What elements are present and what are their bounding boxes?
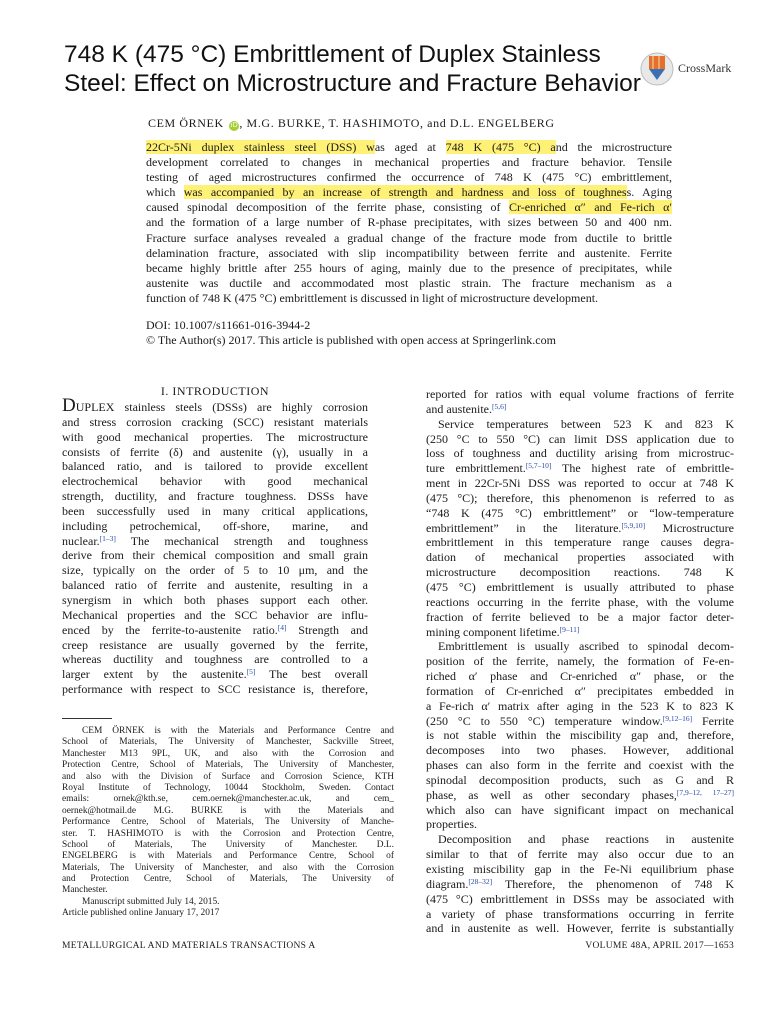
body-line: been successfully used in many critical applications, [62,503,368,518]
body-line: reactions occurring in the ferrite phase, with the volume [426,594,734,609]
author-first: CEM ÖRNEK [148,116,224,130]
footnote-divider [62,718,112,719]
highlight: 748 K (475 °C) a [445,140,556,154]
body-line: which also can have significant impact on mechanical [426,802,734,817]
abstract-line: austenite was ductile and accommodated most plastic strain. The fracture mechanism as a [146,275,672,290]
body-line: spinodal decomposition products, such as G and R [426,772,734,787]
citation-ref[interactable]: [1–3] [99,533,116,543]
body-line: embrittlement in this temperature range causes degra- [426,535,734,550]
body-line: creep resistance are usually governed by the ferrite, [62,637,368,652]
body-line: mining component lifetime.[9–11] [426,624,580,639]
body-line: whereas ductility and toughness are controlled to a [62,652,368,667]
body-line: similar to that of ferrite may also occur due to an [426,847,734,862]
body-line: including petrochemical, off-shore, marine, and [62,518,368,533]
body-line: balanced ratio, and is tailored to provide excellent [62,459,368,474]
body-line: (250 °C to 550 °C) temperature window.[9,12–16] Ferrite [426,713,734,728]
abstract-line: which was accompanied by an increase of strength and hardness and loss of toughness. Aging [146,185,673,200]
author-footnote [62,726,394,920]
body-line: loss of toughness and ductility arising from microstruc- [426,446,734,461]
body-line: reported for ratios with equal volume fractions of ferrite [426,387,734,401]
body-line: dation of mechanical properties associated with [426,550,734,565]
body-line: Service temperatures between 523 K and 823 K [438,416,734,431]
footnote-line: School of Materials, The University of Manchester. D.L. [62,839,394,850]
body-line: (475 °C) embrittlement in DSSs may be associated with [426,891,734,906]
footnote-line: and Protection Centre, School of Materials, The University of [62,874,394,885]
abstract [146,140,672,306]
title-line-2: Steel: Effect on Microstructure and Fracture Behavior [64,70,641,97]
body-line: (250 °C to 550 °C) can limit DSS application due to [426,431,734,446]
abstract-line: function of 748 K (475 °C) embrittlement is discussed in light of microstructure development. [146,290,599,305]
title-line-1: 748 K (475 °C) Embrittlement of Duplex Stainless [64,41,601,68]
body-line: ture embrittlement.[5,7–10] The highest rate of embrittle- [426,461,735,476]
body-line: embrittlement” in the literature.[5,9,10] Microstructure [426,520,734,535]
body-line: riched α′ phase and Cr-enriched α″ phase, or the [426,669,734,684]
abstract-line: became highly brittle after 255 hours of aging, mainly due to the presence of precipitates, while [146,260,672,275]
crossmark-label: CrossMark [678,61,732,75]
highlight: was accompanied by an increase of strength and hardness and loss of toughnes [183,185,627,200]
orcid-icon[interactable]: iD [230,122,239,129]
body-line: consists of ferrite (δ) and austenite (γ), usually in a [62,444,368,459]
citation-ref[interactable]: [28–32] [468,876,493,886]
highlight: Cr-enriched α″ and Fe-rich α′ [508,200,673,215]
body-line: (475 °C); therefore, this phenomenon is referred to as [426,490,734,505]
body-line: formation of Cr-enriched α″ precipitates embedded in [426,683,734,698]
footnote-line: Materials, The University of Manchester, and also with the Corrosion [62,862,394,873]
footnote-line: Article published online January 17, 2017 [62,908,220,919]
body-line: existing miscibility gap in the Fe-Ni equilibrium phase [426,862,734,876]
footnote-line: Performance Centre, School of Materials, The University of Manche- [62,817,394,828]
body-line: is not stable within the miscibility gap and, therefore, [426,728,734,743]
body-line: properties. [426,817,477,832]
dropcap: D [62,395,76,416]
citation-ref[interactable]: [4] [277,622,287,632]
body-line: with good mechanical properties. The microstructure [62,429,368,444]
footnote-line: and also with the Division of Surface and Corrosion Science, KTH [62,771,394,782]
footnote-line: School of Materials, The University of Manchester, Sackville Street, [62,737,394,748]
highlight: 22Cr-5Ni duplex stainless steel (DSS) w [146,140,375,154]
abstract-line: caused spinodal decomposition of the ferrite phase, consisting of Cr-enriched α″ and Fe-rich α′ [146,200,673,215]
citation-ref[interactable]: [5,6] [491,401,507,411]
doi-link[interactable]: DOI: 10.1007/s11661-016-3944-2 [146,318,311,332]
body-line: microstructure decomposition reactions. 748 K [426,565,734,580]
abstract-line: delamination fracture, associated with slip incompatibility between ferrite and austenite. Ferrite [146,245,672,260]
body-line: strength, ductility, and fracture toughness. DSSs have [62,489,368,504]
body-line: size, typically on the order of 5 to 10 μm, and the [62,563,368,578]
footnote-line: Royal Institute of Technology, 10044 Stockholm, Sweden. Contact [62,782,394,793]
citation-ref[interactable]: [5,9,10] [621,520,646,530]
author-list [148,116,555,131]
body-line: a variety of phase transformations occurring in ferrite [426,906,734,921]
body-line: fraction of ferrite believed to be a major factor deter- [426,609,734,624]
footnote-line: Manchester M13 9PL, UK, and also with the Corrosion and [62,748,394,759]
left-column [62,395,368,697]
copyright-line: © The Author(s) 2017. This article is published with open access at Springerlink.com [146,333,556,347]
body-line: phase, as well as other secondary phases,[7,9–12, 17–27] [426,787,734,802]
abstract-line: testing of aged microstructures confirmed the occurrence of 748 K (475 °C) embrittlement, [146,170,672,185]
body-line: electrochemical behavior with good mechanical [62,474,368,489]
author-rest: , M.G. BURKE, T. HASHIMOTO, and D.L. ENGELBERG [239,116,555,130]
footnote-line: ENGELBERG is with Materials and Performance Centre, School of [62,851,394,862]
body-line: diagram.[28–32] Therefore, the phenomenon of 748 K [426,876,734,891]
body-line: phases can also form in the ferrite and coexist with the [426,758,734,773]
citation-ref[interactable]: [7,9–12, 17–27] [676,787,734,797]
body-line: larger extent by the austenite.[5] The best overall [62,667,368,682]
citation-ref[interactable]: [5] [246,667,256,677]
footnote-line: ster. T. HASHIMOTO is with the Corrosion and Protection Centre, [62,828,394,839]
body-line: decomposes into two phases. However, additional [426,743,734,758]
section-heading: I. INTRODUCTION [160,384,270,398]
footnote-line: CEM ÖRNEK is with the Materials and Performance Centre and [82,726,394,736]
body-line: enced by the ferrite-to-austenite ratio.[4] Strength and [62,622,368,637]
body-line: and austenite.[5,6] [426,401,507,416]
citation-ref[interactable]: [5,7–10] [525,461,552,471]
body-line: a Fe-rich α′ matrix after aging in the 523 K to 823 K [426,698,734,713]
body-line: position of the ferrite, namely, the formation of Fe-en- [426,654,734,669]
body-line: Decomposition and phase reactions in austenite [438,832,734,847]
journal-name: METALLURGICAL AND MATERIALS TRANSACTIONS A [62,941,316,951]
citation-ref[interactable]: [9,12–16] [662,713,693,723]
footnote-line: emails: ornek@kth.se, cem.oernek@manchester.ac.uk, and cem_ [62,794,394,805]
body-line: and in austenite as well. However, ferrite is substantially [426,921,734,936]
volume-page: VOLUME 48A, APRIL 2017—1653 [585,941,734,951]
body-line: Mechanical properties and the SCC behavior are influ- [62,607,368,622]
body-line: nuclear.[1–3] The mechanical strength and toughness [62,533,368,548]
footnote-line: Manchester. [62,885,108,896]
body-line: ment in 22Cr-5Ni DSS was reported to occur at 748 K [426,476,734,491]
body-line: (475 °C) embrittlement is usually attributed to phase [426,579,734,594]
abstract-line: 22Cr-5Ni duplex stainless steel (DSS) was aged at 748 K (475 °C) and the microstructure [146,140,672,154]
body-line: DUPLEX stainless steels (DSSs) are highly corrosion [62,395,368,416]
body-line: “748 K (475 °C) embrittlement” or “low-temperature [426,505,734,520]
body-line: performance with respect to SCC resistance is, therefore, [62,682,368,697]
right-column [426,387,734,936]
body-line: synergism in which both phases support each other. [62,592,368,607]
article-title [64,40,641,98]
body-line: balanced ratio of ferrite and austenite, resulting in a [62,578,368,593]
body-line: derive from their chemical composition and small grain [62,548,368,563]
abstract-line: Fracture surface analyses revealed a gradual change of the fracture mode from ductile to brittle [146,230,672,245]
body-line: and stress corrosion cracking (SCC) resistant materials [62,414,368,429]
abstract-line: and the formation of a large number of R-phase precipitates, with sizes between 50 and 400 nm. [146,215,672,230]
footnote-line: Manuscript submitted July 14, 2015. [82,896,220,907]
footnote-line: oernek@hotmail.de M.G. BURKE is with the Materials and [62,805,394,816]
footnote-line: Protection Centre, School of Materials, The University of Manchester, [62,760,394,771]
crossmark-icon [640,50,674,88]
doi-block [146,318,556,348]
citation-ref[interactable]: [9–11] [559,624,580,634]
abstract-line: development correlated to changes in mechanical properties and fracture behavior. Tensile [146,155,672,170]
crossmark-badge[interactable] [640,50,760,90]
body-line: Embrittlement is usually ascribed to spinodal decom- [438,639,734,654]
